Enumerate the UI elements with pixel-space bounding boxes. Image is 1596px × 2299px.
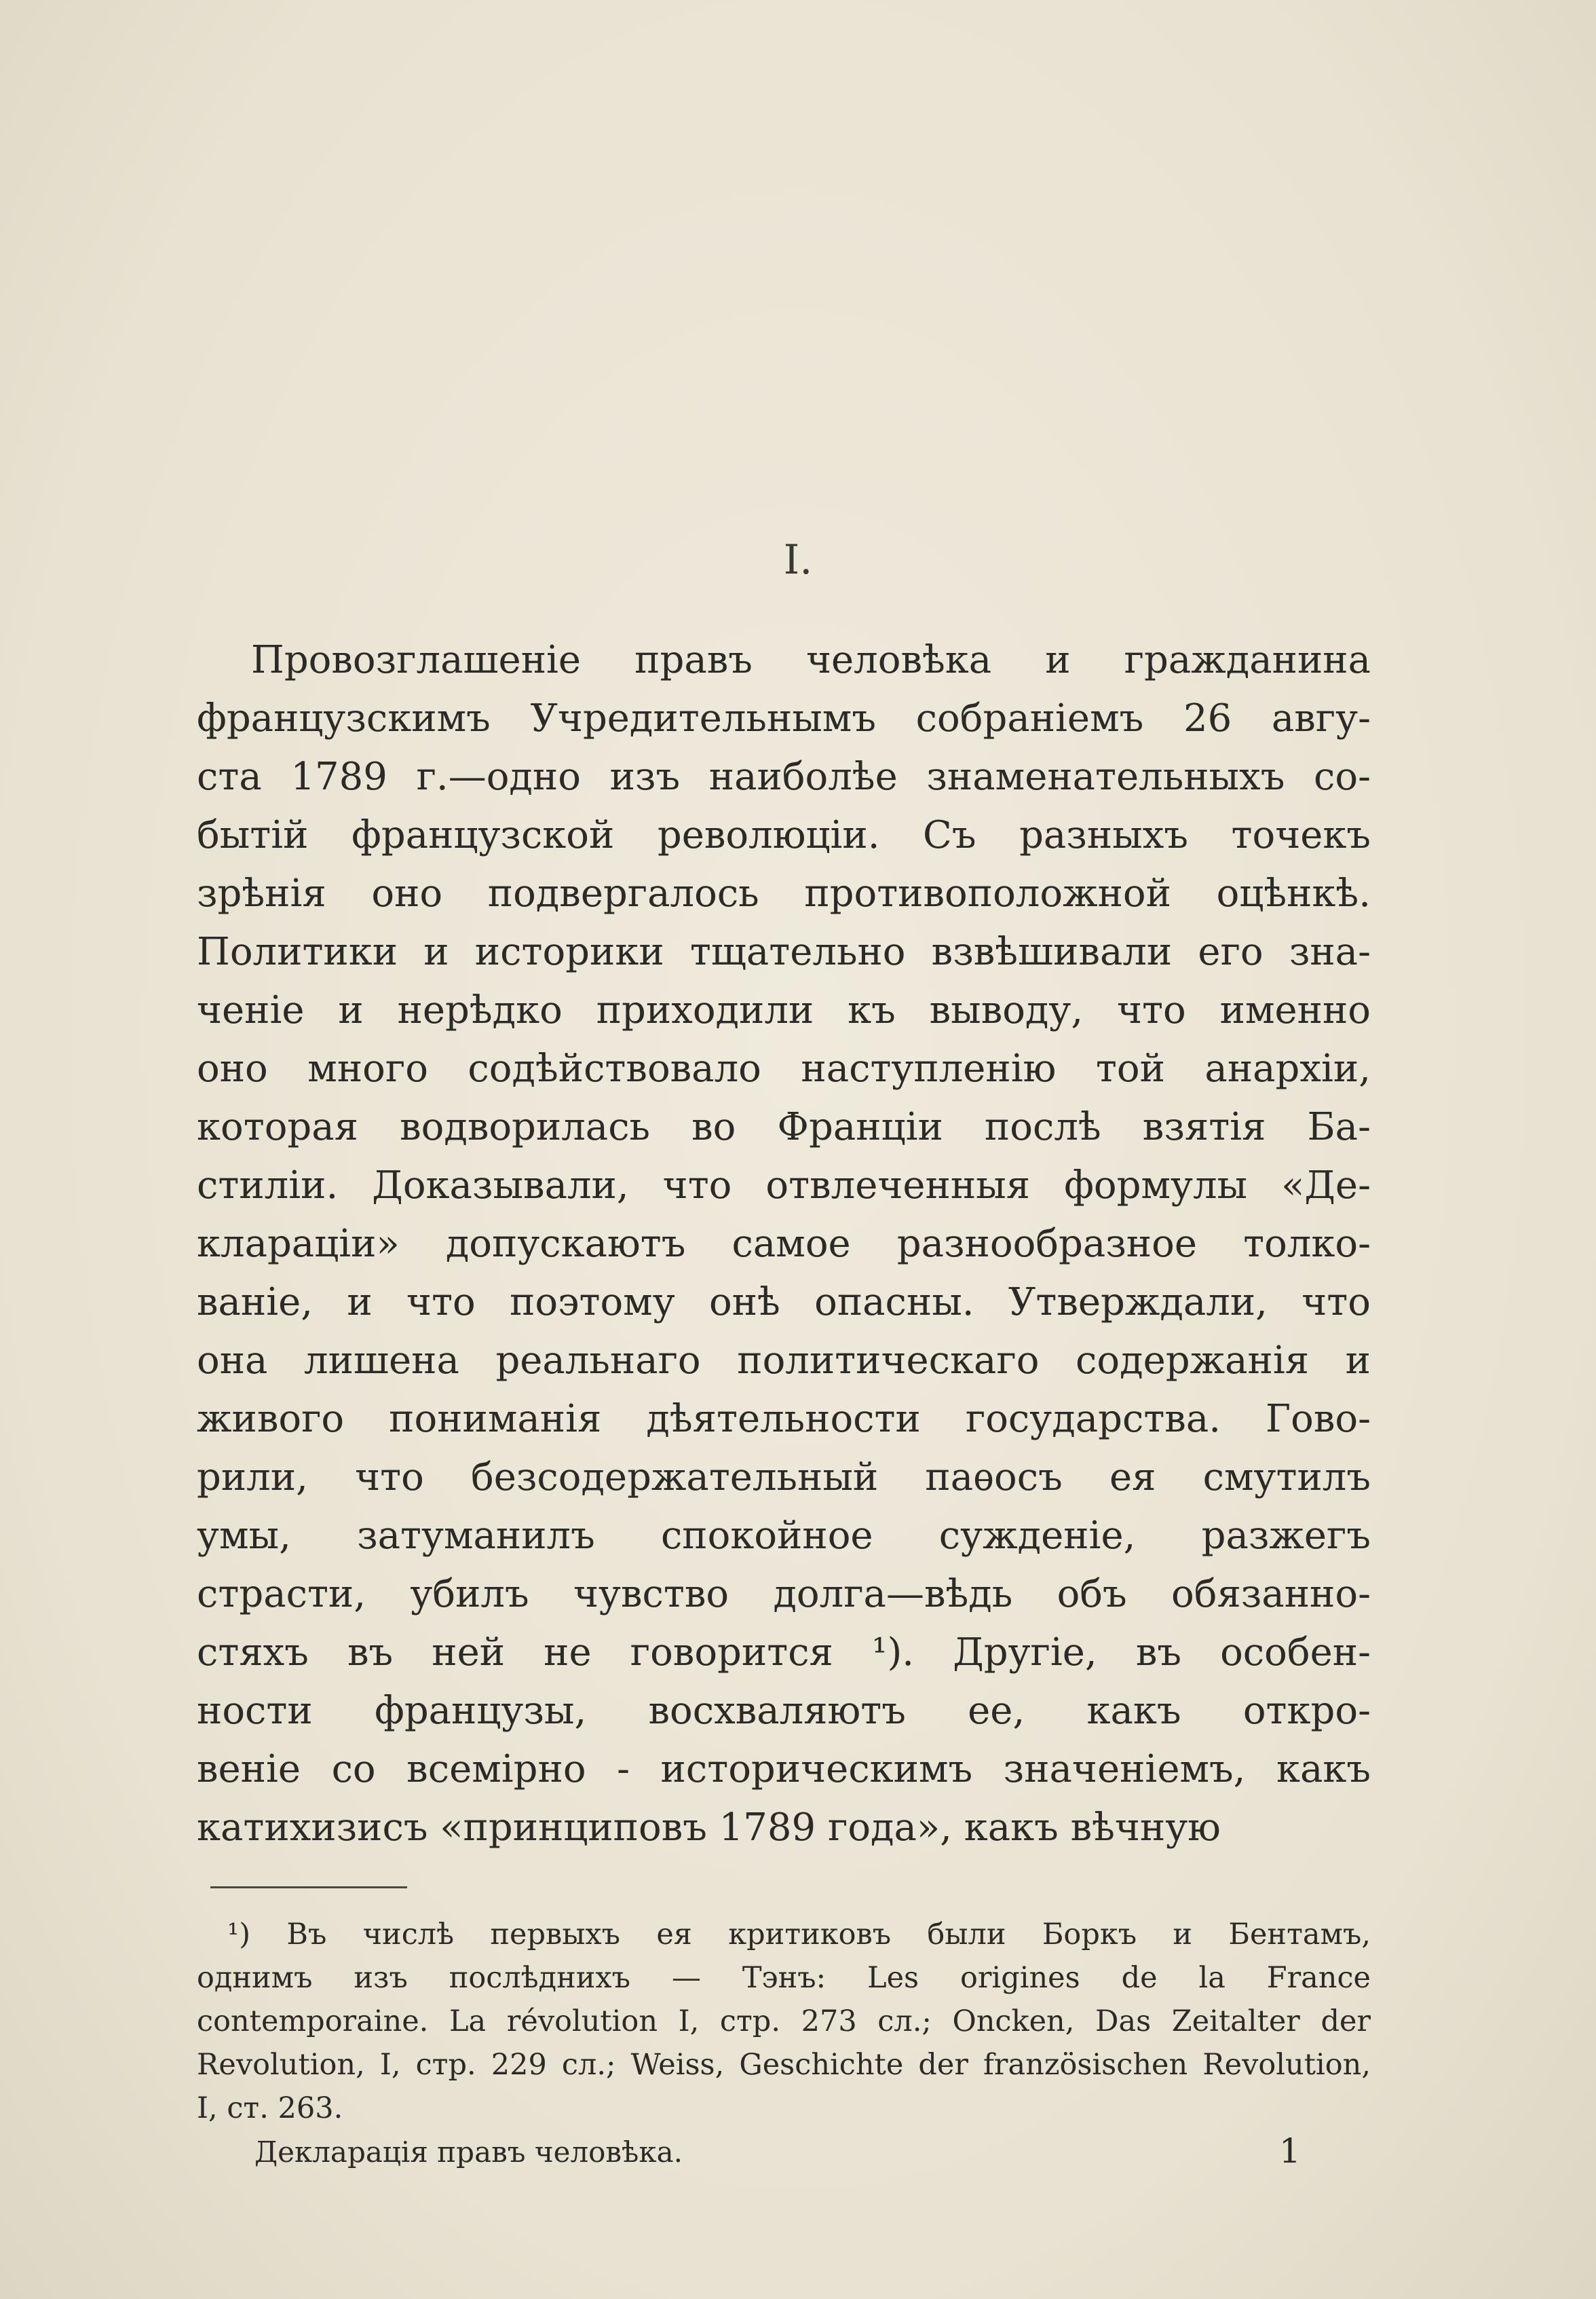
body-line: клараціи» допускаютъ самое разнообразное толко- [197,1222,1371,1266]
body-text [197,631,1371,1857]
footnote-line: I, ст. 263. [197,2091,343,2125]
body-line: зрѣнія оно подвергалось противоположной оцѣнкѣ. [197,872,1371,916]
chapter-heading: I. [783,536,813,584]
page-number: 1 [1279,2131,1301,2171]
footnote-line: ¹) Въ числѣ первыхъ ея критиковъ были Боркъ и Бентамъ, [227,1918,1371,1951]
body-line: живого пониманія дѣятельности государства. Гово- [197,1397,1371,1441]
footnote-line: contemporaine. La révolution I, стр. 273 сл.; Oncken, Das Zeitalter der [197,2004,1371,2038]
body-line: рили, что безсодержательный паѳосъ ея смутилъ [197,1455,1371,1499]
footnotes [197,1913,1371,2130]
body-line: страсти, убилъ чувство долга—вѣдь объ обязанно- [197,1572,1371,1616]
body-line: стяхъ въ ней не говорится ¹). Другіе, въ особен- [197,1630,1371,1675]
footnote-divider [210,1886,407,1888]
body-line: веніе со всемірно - историческимъ значеніемъ, какъ [197,1747,1371,1791]
body-line: ченіе и нерѣдко приходили къ выводу, что именно [197,988,1371,1032]
body-line: ста 1789 г.—одно изъ наиболѣе знаменательныхъ со- [197,755,1371,799]
body-line: которая водворилась во Франціи послѣ взятія Ба- [197,1105,1371,1149]
body-line: Провозглашеніе правъ человѣка и гражданина [251,638,1371,682]
body-line: оно много содѣйствовало наступленію той анархіи, [197,1047,1371,1091]
footnote-line: Revolution, I, стр. 229 сл.; Weiss, Geschichte der französischen Revolution, [197,2048,1371,2082]
body-line: ности французы, восхваляютъ ее, какъ откро- [197,1689,1371,1733]
body-line: ваніе, и что поэтому онѣ опасны. Утверждали, что [197,1280,1371,1324]
signature-mark: Декларація правъ человѣка. [254,2135,683,2169]
body-line: она лишена реальнаго политическаго содержанія и [197,1339,1371,1383]
body-line: умы, затуманилъ спокойное сужденіе, разжегъ [197,1514,1371,1558]
body-line: бытій французской революціи. Съ разныхъ точекъ [197,813,1371,857]
body-line: французскимъ Учредительнымъ собраніемъ 26 авгу- [197,696,1371,741]
footnote-line: однимъ изъ послѣднихъ — Тэнъ: Les origines de la France [197,1961,1371,1995]
body-line: Политики и историки тщательно взвѣшивали его зна- [197,930,1371,974]
body-line: стиліи. Доказывали, что отвлеченныя формулы «Де- [197,1163,1371,1208]
body-line: катихизисъ «принциповъ 1789 года», какъ вѣчную [197,1806,1221,1850]
